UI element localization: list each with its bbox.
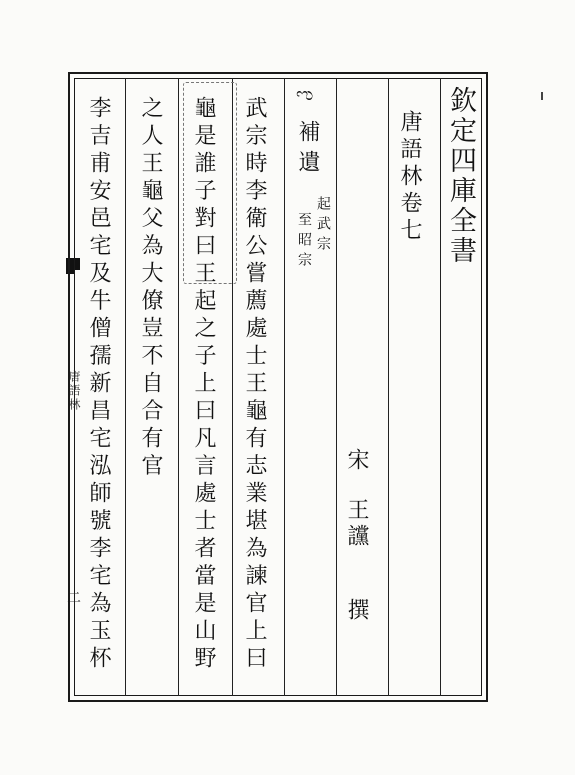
author-name: 王讜 bbox=[344, 498, 369, 550]
column-rule bbox=[440, 78, 441, 696]
column-rule bbox=[125, 78, 126, 696]
author-role: 撰 bbox=[344, 598, 369, 622]
body-text-column-1: 武宗時李衛公嘗薦處士王龜有志業堪為諫官上曰 bbox=[242, 96, 267, 674]
book-title: 唐語林卷七 bbox=[397, 110, 422, 245]
column-rule bbox=[178, 78, 179, 696]
gutter-book-title: 唐語林 bbox=[67, 370, 81, 412]
page-marker: 二 bbox=[65, 590, 81, 606]
collection-title: 欽定四庫全書 bbox=[445, 86, 476, 266]
column-rule bbox=[336, 78, 337, 696]
column-rule bbox=[284, 78, 285, 696]
section-note-left: 至昭宗 bbox=[296, 212, 312, 272]
column-rule bbox=[388, 78, 389, 696]
dynasty: 宋 bbox=[344, 448, 369, 472]
edge-tick bbox=[541, 92, 543, 100]
decorative-scribble-icon: ಌ bbox=[296, 84, 314, 105]
previous-page-edge bbox=[0, 72, 66, 702]
section-heading: 補遺 bbox=[295, 120, 320, 180]
body-text-column-2: 龜是誰子對曰王起之子上曰凡言處士者當是山野 bbox=[191, 96, 216, 674]
body-text-column-3: 之人王龜父為大僚豈不自合有官 bbox=[138, 96, 163, 481]
section-note-right: 起武宗 bbox=[315, 196, 331, 256]
body-text-column-4: 李吉甫安邑宅及牛僧孺新昌宅泓師號李宅為玉杯 bbox=[86, 96, 111, 674]
